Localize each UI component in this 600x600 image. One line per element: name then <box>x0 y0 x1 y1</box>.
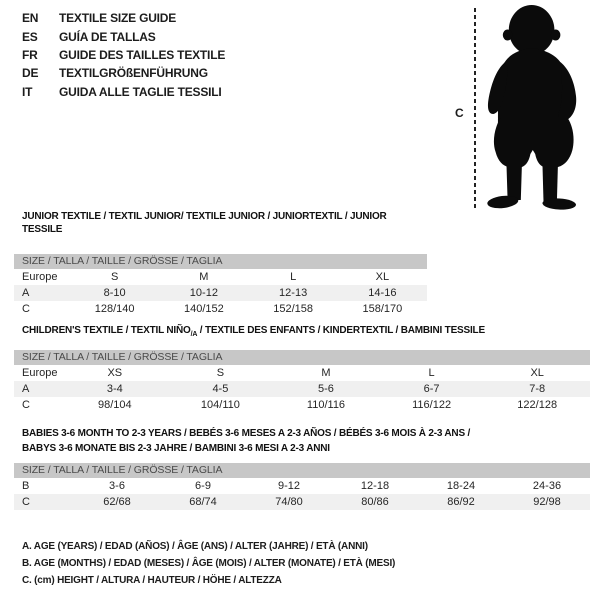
language-title-list <box>22 9 225 101</box>
months-cell: 24-36 <box>532 480 562 492</box>
guide-title-en: TEXTILE SIZE GUIDE <box>59 11 177 26</box>
height-dashed-line <box>474 8 476 208</box>
height-cell: 110/116 <box>306 399 346 411</box>
table-row-height <box>14 301 427 317</box>
row-label: Europe <box>22 271 58 283</box>
height-cell: 74/80 <box>275 496 303 508</box>
footnote-age-years: A. AGE (YEARS) / EDAD (AÑOS) / ÂGE (ANS) / ALTER (JAHRE) / ETÀ (ANNI) <box>22 541 368 552</box>
junior-table-title: JUNIOR TEXTILE / TEXTIL JUNIOR/ TEXTILE JUNIOR / JUNIORTEXTIL / JUNIOR TESSILE <box>22 211 387 235</box>
size-cell: S <box>110 271 119 283</box>
legend-footnotes <box>22 538 395 589</box>
height-cell: 122/128 <box>517 399 558 411</box>
months-cell: 18-24 <box>446 480 476 492</box>
guide-title-it: GUIDA ALLE TAGLIE TESSILI <box>59 84 222 99</box>
size-header-bar: SIZE / TALLA / TAILLE / GRÖSSE / TAGLIA <box>14 350 590 365</box>
language-row-de <box>22 64 225 82</box>
size-cell: L <box>428 367 435 379</box>
table-row-europe <box>14 269 427 285</box>
row-label: B <box>22 480 30 492</box>
size-cell: L <box>290 271 297 283</box>
size-cell: S <box>216 367 225 379</box>
height-cell: 86/92 <box>447 496 475 508</box>
height-marker-label: C <box>455 106 464 120</box>
language-row-it <box>22 83 225 101</box>
age-cell: 4-5 <box>212 383 229 395</box>
age-cell: 10-12 <box>189 287 218 299</box>
language-code: IT <box>22 84 33 99</box>
table-row-height <box>14 397 590 413</box>
size-cell: XL <box>375 271 390 283</box>
age-cell: 8-10 <box>103 287 126 299</box>
months-cell: 9-12 <box>277 480 301 492</box>
height-cell: 140/152 <box>183 303 224 315</box>
height-cell: 80/86 <box>361 496 389 508</box>
months-cell: 6-9 <box>195 480 211 492</box>
language-code: ES <box>22 29 38 44</box>
age-cell: 3-4 <box>106 383 123 395</box>
babies-size-table <box>14 426 590 510</box>
footnote-age-months: B. AGE (MONTHS) / EDAD (MESES) / ÂGE (MOIS) / ALTER (MONATE) / ETÀ (MESI) <box>22 558 396 569</box>
height-cell: 62/68 <box>103 496 131 508</box>
height-cell: 98/104 <box>97 399 132 411</box>
height-cell: 116/122 <box>412 399 452 411</box>
title-text: CHILDREN'S TEXTILE / TEXTIL NIÑO <box>22 325 191 336</box>
age-cell: 6-7 <box>423 383 440 395</box>
children-table-title <box>14 324 590 341</box>
table-row-height <box>14 494 590 510</box>
language-row-en <box>22 9 225 27</box>
row-label: C <box>22 303 30 315</box>
age-cell: 7-8 <box>529 383 546 395</box>
height-cell: 68/74 <box>189 496 217 508</box>
age-cell: 12-13 <box>279 287 308 299</box>
title-line-2: BABYS 3-6 MONATE BIS 2-3 JAHRE / BAMBINI 3-6 MESI A 2-3 ANNI <box>22 443 330 454</box>
footnote-height: C. (cm) HEIGHT / ALTURA / HAUTEUR / HÖHE / ALTEZZA <box>22 575 282 586</box>
language-code: EN <box>22 11 39 26</box>
table-row-months <box>14 478 590 494</box>
table-row-age <box>14 285 427 301</box>
size-header-bar: SIZE / TALLA / TAILLE / GRÖSSE / TAGLIA <box>14 254 427 269</box>
height-cell: 152/158 <box>273 303 313 315</box>
size-cell: M <box>199 271 209 283</box>
row-label: C <box>22 399 30 411</box>
guide-title-es: GUÍA DE TALLAS <box>59 29 156 44</box>
months-cell: 3-6 <box>109 480 125 492</box>
row-label: Europe <box>22 367 58 379</box>
language-code: DE <box>22 66 39 81</box>
title-text: / TEXTILE DES ENFANTS / KINDERTEXTIL / BAMBINI TESSILE <box>197 325 485 336</box>
height-cell: 104/110 <box>200 399 240 411</box>
babies-table-title <box>14 426 590 456</box>
row-label: A <box>22 287 30 299</box>
size-cell: XS <box>107 367 123 379</box>
age-cell: 14-16 <box>368 287 397 299</box>
height-cell: 128/140 <box>94 303 135 315</box>
months-cell: 12-18 <box>360 480 390 492</box>
language-row-es <box>22 27 225 45</box>
guide-title-de: TEXTILGRÖßENFÜHRUNG <box>59 66 208 81</box>
title-line-1: BABIES 3-6 MONTH TO 2-3 YEARS / BEBÉS 3-6 MESES A 2-3 AÑOS / BÉBÉS 3-6 MOIS À 2-3 ANS / <box>22 428 471 439</box>
junior-size-table <box>14 210 427 317</box>
height-cell: 92/98 <box>533 496 561 508</box>
table-row-europe <box>14 365 590 381</box>
language-row-fr <box>22 46 225 64</box>
age-cell: 5-6 <box>318 383 334 395</box>
size-header-bar: SIZE / TALLA / TAILLE / GRÖSSE / TAGLIA <box>14 463 590 478</box>
guide-title-fr: GUIDE DES TAILLES TEXTILE <box>59 47 226 62</box>
size-cell: XL <box>530 367 544 379</box>
row-label: C <box>22 496 30 508</box>
baby-silhouette-icon <box>486 4 582 210</box>
language-code: FR <box>22 47 38 62</box>
size-cell: M <box>321 367 331 379</box>
row-label: A <box>22 383 30 395</box>
title-subscript: /A <box>190 331 198 338</box>
table-row-age <box>14 381 590 397</box>
height-cell: 158/170 <box>362 303 403 315</box>
children-size-table <box>14 324 590 413</box>
